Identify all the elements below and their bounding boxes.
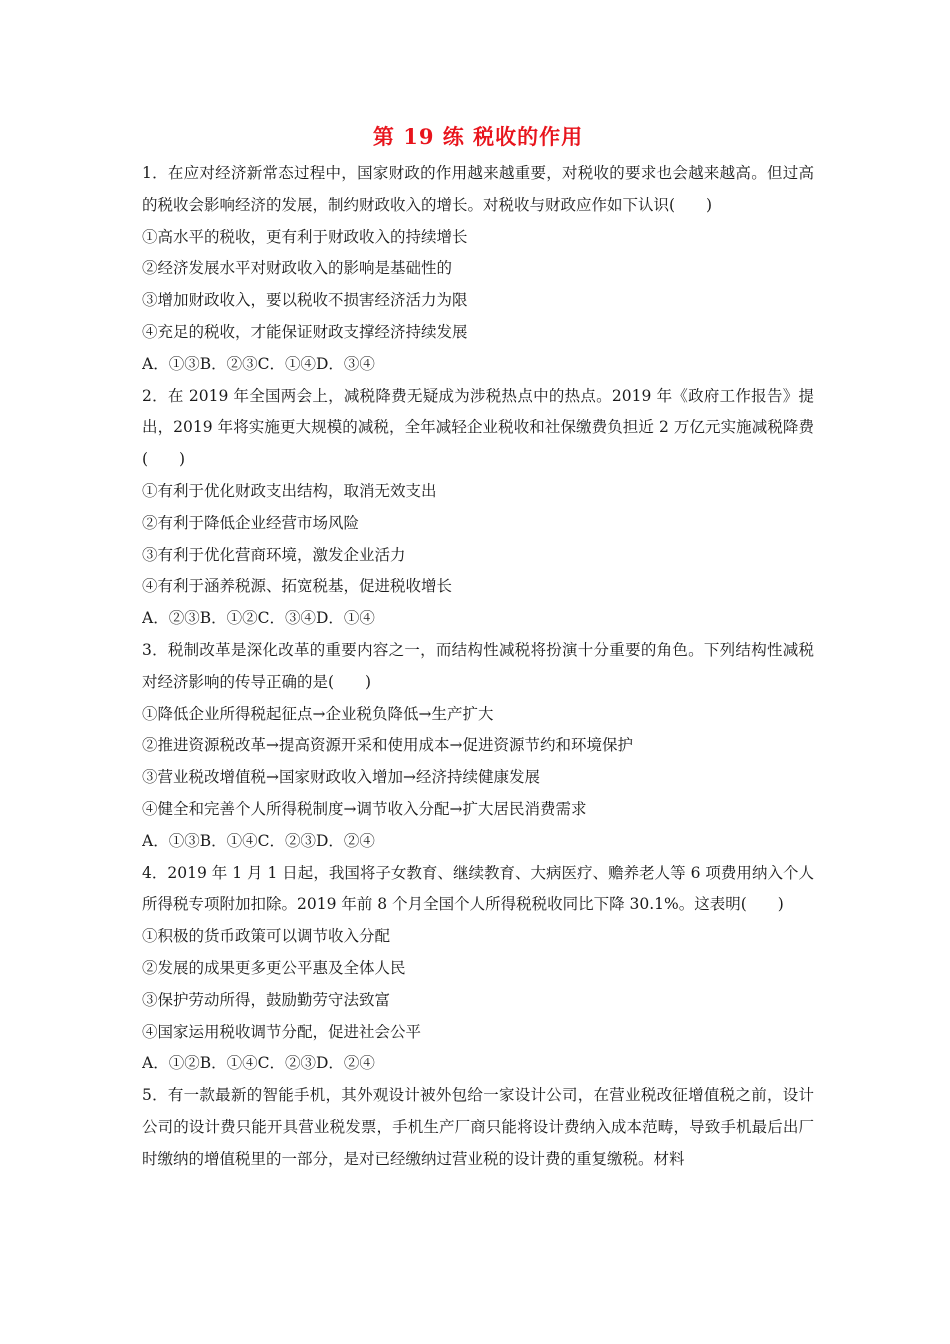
option: ④有利于涵养税源、拓宽税基，促进税收增长 [142,577,453,596]
option: ④充足的税收，才能保证财政支撑经济持续发展 [142,322,468,341]
option: ④健全和完善个人所得税制度→调节收入分配→扩大居民消费需求 [142,799,587,818]
question-5 [142,1080,814,1175]
option: ③增加财政收入，要以税收不损害经济活力为限 [142,291,468,310]
question-stem: 2．在 2019 年全国两会上，减税降费无疑成为涉税热点中的热点。2019 年《政府工作报告》提出，2019 年将实施更大规模的减税，全年减轻企业税收和社保缴费负担近 2 万亿元实施减税降费( ) [142,386,814,469]
option: ③保护劳动所得，鼓励勤劳守法致富 [142,990,391,1009]
option: ①积极的货币政策可以调节收入分配 [142,927,391,946]
document-page [142,122,814,1176]
option: ③有利于优化营商环境，激发企业活力 [142,545,406,564]
answer-choices: A．②③B．①②C．③④D．①④ [142,609,375,628]
question-3 [142,635,814,858]
page-title: 第 19 练 税收的作用 [372,124,584,149]
question-2 [142,381,814,635]
option: ④国家运用税收调节分配，促进社会公平 [142,1022,422,1041]
option: ②有利于降低企业经营市场风险 [142,513,360,532]
option: ②推进资源税改革→提高资源开采和使用成本→促进资源节约和环境保护 [142,736,633,755]
option: ①降低企业所得税起征点→企业税负降低→生产扩大 [142,704,494,723]
answer-choices: A．①③B．②③C．①④D．③④ [142,354,375,373]
question-4 [142,858,814,1081]
option: ②发展的成果更多更公平惠及全体人民 [142,958,406,977]
question-1 [142,158,814,381]
option: ③营业税改增值税→国家财政收入增加→经济持续健康发展 [142,768,540,787]
answer-choices: A．①②B．①④C．②③D．②④ [142,1054,375,1073]
option: ②经济发展水平对财政收入的影响是基础性的 [142,259,453,278]
question-stem: 1．在应对经济新常态过程中，国家财政的作用越来越重要，对税收的要求也会越来越高。但过高的税收会影响经济的发展，制约财政收入的增长。对税收与财政应作如下认识( ) [142,164,814,214]
question-stem: 4．2019 年 1 月 1 日起，我国将子女教育、继续教育、大病医疗、赡养老人等 6 项费用纳入个人所得税专项附加扣除。2019 年前 8 个月全国个人所得税税收同比下降 30.1%。这表明( ) [142,863,814,914]
option: ①高水平的税收，更有利于财政收入的持续增长 [142,227,468,246]
answer-choices: A．①③B．①④C．②③D．②④ [142,831,375,850]
question-stem: 3．税制改革是深化改革的重要内容之一，而结构性减税将扮演十分重要的角色。下列结构性减税对经济影响的传导正确的是( ) [142,640,814,691]
option: ①有利于优化财政支出结构，取消无效支出 [142,481,437,500]
question-stem: 5．有一款最新的智能手机，其外观设计被外包给一家设计公司，在营业税改征增值税之前，设计公司的设计费只能开具营业税发票，手机生产厂商只能将设计费纳入成本范畴，导致手机最后出厂时缴纳的增值税里的一部分，是对已经缴纳过营业税的设计费的重复缴税。材料 [142,1086,814,1168]
